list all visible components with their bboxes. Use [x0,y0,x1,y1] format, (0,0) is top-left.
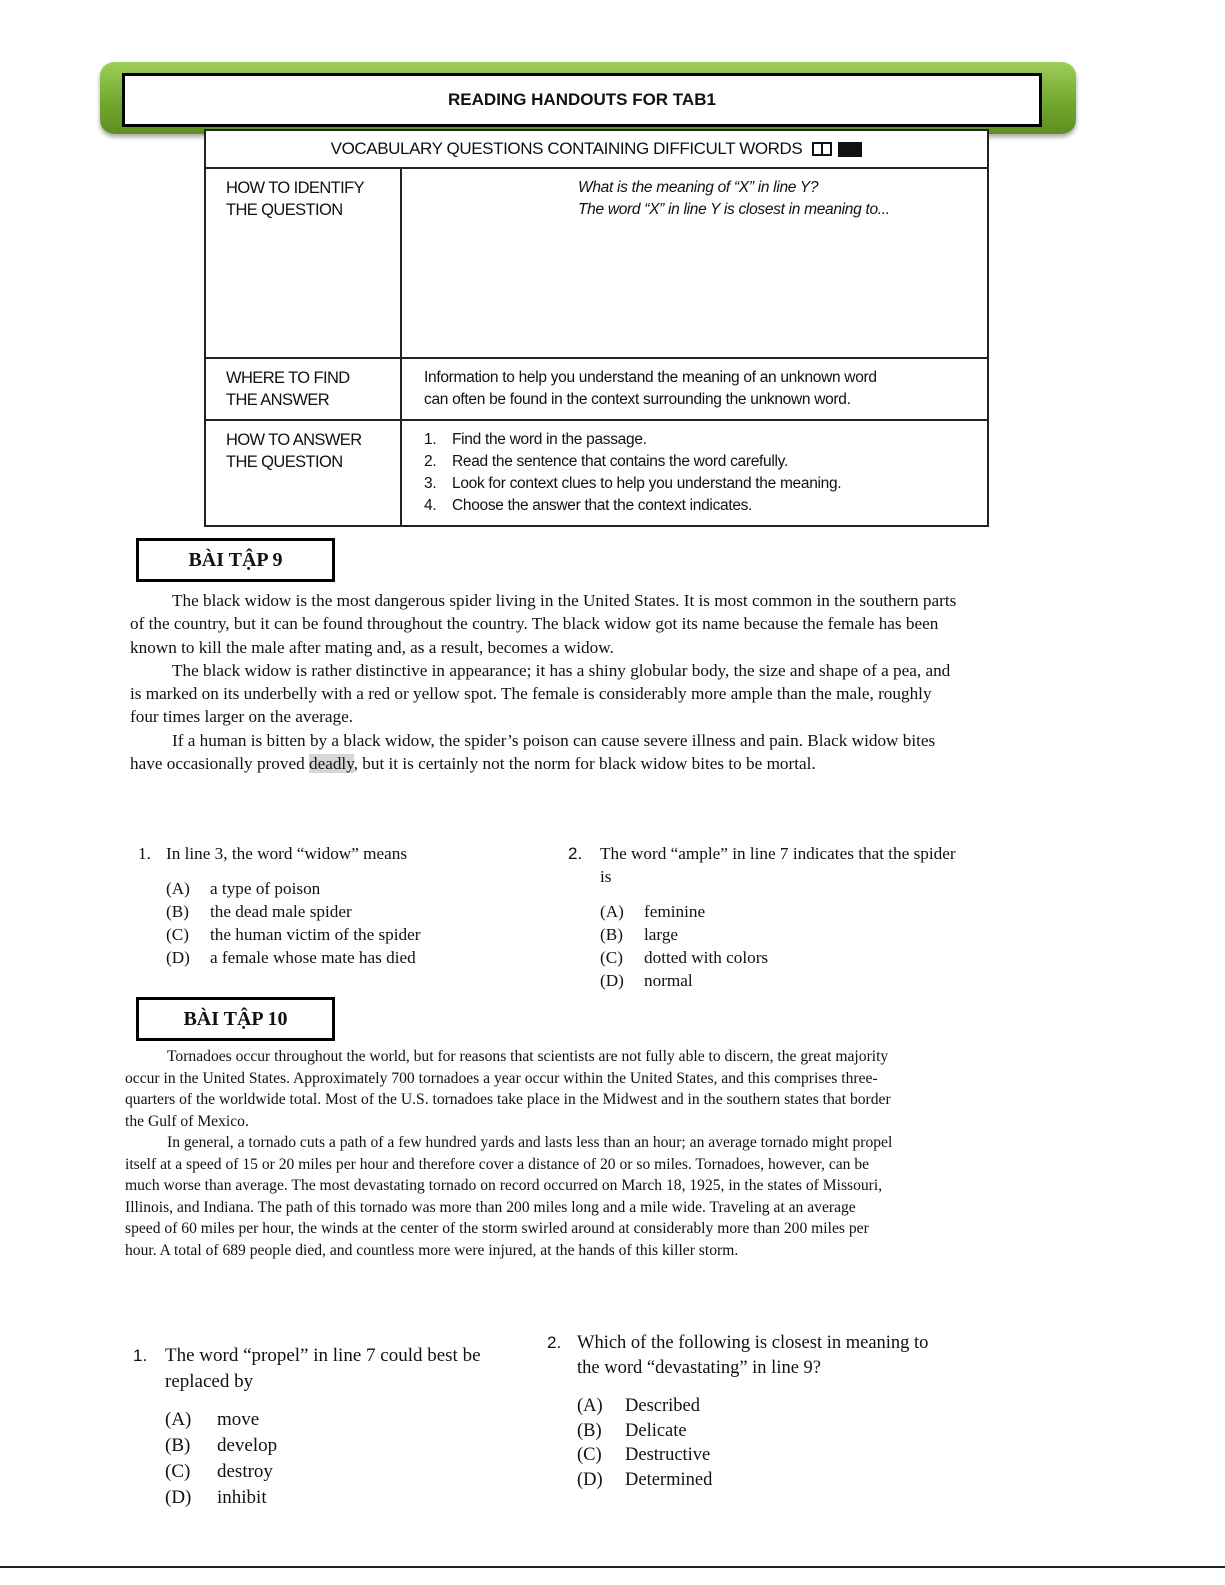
answer-option[interactable] [165,1485,543,1511]
content-line: can often be found in the context surrounding the unknown word. [424,391,851,408]
question-stem: The word “ample” in line 7 indicates that the spider is [600,844,956,886]
row-label-line: HOW TO IDENTIFY [226,179,364,197]
table-heading-text: VOCABULARY QUESTIONS CONTAINING DIFFICULT WORDS [330,139,803,158]
passage-paragraph: Tornadoes occur throughout the world, but for reasons that scientists are not fully able to discern, the great majority occur in the United States. Approximately 700 tornadoes a year occur within the United States, and this comprises three-quarters of the worldwide total. Most of the U.S. tornadoes take place in the Midwest and in the southern states that border the Gulf of Mexico. [125,1048,891,1130]
passage-paragraph: The black widow is rather distinctive in appearance; it has a shiny globular body, the size and shape of a pea, and is marked on its underbelly with a red or yellow spot. The female is considerably more ample than the male, roughly four times larger on the average. [130,660,951,727]
option-text: large [644,925,679,944]
exercise-9-question-1 [138,842,538,969]
list-item [424,473,977,495]
answer-option[interactable] [577,1394,947,1419]
options-list [165,1407,543,1511]
option-text: Determined [625,1469,713,1490]
answer-option[interactable] [600,969,958,992]
step-text: Read the sentence that contains the word carefully. [452,453,788,470]
answer-option[interactable] [165,1459,543,1485]
exercise-9-passage-body [130,589,960,775]
question-number: 1. [138,844,151,863]
answer-option[interactable] [600,900,958,923]
answer-option[interactable] [166,923,538,946]
question-number: 2. [568,844,583,863]
question-stem: The word “propel” in line 7 could best be replaced by [165,1345,481,1392]
option-text: dotted with colors [644,948,769,967]
option-letter: (A) [577,1396,603,1416]
list-item [424,429,977,451]
step-text: Find the word in the passage. [452,431,647,448]
step-text: Choose the answer that the context indicates. [452,497,753,514]
answer-option[interactable] [166,877,538,900]
exercise-9-label: BÀI TẬP 9 [136,538,335,582]
exercise-9-question-2 [568,842,958,992]
list-item [424,451,977,473]
question-form: What is the meaning of “X” in line Y? [578,179,819,196]
question-stem: Which of the following is closest in meaning to the word “devastating” in line 9? [577,1333,929,1378]
laptop-icon [838,142,862,157]
step-number: 2. [424,453,437,470]
option-text: a type of poison [210,879,321,898]
option-text: a female whose mate has died [210,948,416,967]
option-text: Delicate [625,1420,687,1441]
option-text: Described [625,1396,700,1416]
row-label-line: THE ANSWER [226,391,330,409]
step-text: Look for context clues to help you understand the meaning. [452,475,842,492]
question-number: 1. [133,1346,148,1365]
table-row-where [206,359,987,421]
answer-option[interactable] [600,946,958,969]
answer-option[interactable] [577,1468,947,1493]
options-list [577,1394,947,1492]
option-text: normal [644,971,693,990]
passage-text: If a human is bitten by a black widow, the spider’s poison can cause severe illness and pain. Black widow bites have occasionally proved [130,730,936,774]
option-text: Destructive [625,1445,711,1465]
row-content [402,169,987,357]
option-letter: (D) [577,1469,603,1490]
passage-text: , but it is certainly not the norm for black widow bites to be mortal. [353,754,816,774]
book-icon [812,142,832,156]
passage-paragraph: The black widow is the most dangerous spider living in the United States. It is most common in the southern parts of the country, but it can be found throughout the country. The black widow got its name because the female has been known to kill the male after mating and, as a result, becomes a widow. [130,591,957,657]
table-row-how [206,421,987,527]
exercise-10-question-1 [133,1343,543,1511]
options-list [166,877,538,969]
option-letter: (A) [600,902,624,921]
step-number: 1. [424,431,437,448]
page-title: READING HANDOUTS FOR TAB1 [448,90,716,109]
option-text: develop [217,1435,278,1456]
list-item [424,495,977,517]
option-letter: (B) [165,1435,191,1456]
row-label [206,421,402,527]
step-number: 3. [424,475,437,492]
row-content [402,359,987,419]
option-letter: (B) [166,902,189,921]
answer-option[interactable] [166,900,538,923]
option-text: feminine [644,902,706,921]
highlighted-word: deadly [308,754,354,774]
answer-option[interactable] [600,923,958,946]
option-letter: (D) [165,1487,192,1508]
option-letter: (C) [577,1445,602,1465]
option-letter: (B) [600,925,623,944]
options-list [600,900,958,992]
option-letter: (B) [577,1420,602,1441]
option-letter: (A) [166,879,190,898]
option-letter: (A) [165,1409,192,1430]
option-letter: (C) [600,948,623,967]
step-number: 4. [424,497,437,514]
option-text: the human victim of the spider [210,925,421,944]
steps-list [424,429,977,517]
question-stem: In line 3, the word “widow” means [166,844,408,863]
option-text: the dead male spider [210,902,352,921]
vocab-strategy-table [204,129,989,527]
row-label-line: HOW TO ANSWER [226,431,362,449]
row-content [402,421,987,527]
answer-option[interactable] [166,946,538,969]
exercise-10-passage [125,1046,895,1261]
table-row-identify [206,169,987,359]
option-text: destroy [217,1461,273,1482]
passage-paragraph: In general, a tornado cuts a path of a few hundred yards and lasts less than an hour; an average tornado might propel itself at a speed of 15 or 20 miles per hour and therefore cover a distance of 20 or so miles. Tornadoes, however, can be much worse than average. The most devastating tornado on record occurred on March 18, 1925, in the states of Missouri, Illinois, and Indiana. The path of this tornado was more than 200 miles long and a mile wide. Traveling at an average speed of 60 miles per hour, the winds at the center of the storm swirled around at considerably more than 200 miles per hour. A total of 689 people died, and countless more were injured, at the hands of this killer storm. [125,1134,893,1259]
option-letter: (D) [600,971,624,990]
row-label-line: THE QUESTION [226,453,343,471]
exercise-10-question-2 [547,1331,947,1492]
option-letter: (D) [166,948,190,967]
content-line: Information to help you understand the meaning of an unknown word [424,369,877,386]
exercise-10-label: BÀI TẬP 10 [136,997,335,1041]
row-label [206,169,402,357]
option-text: move [217,1409,260,1430]
row-label-line: THE QUESTION [226,201,343,219]
question-number: 2. [547,1333,562,1352]
answer-option[interactable] [577,1443,947,1468]
option-letter: (C) [165,1461,191,1482]
question-form: The word “X” in line Y is closest in meaning to... [578,201,890,218]
answer-option[interactable] [165,1433,543,1459]
row-label-line: WHERE TO FIND [226,369,350,387]
page-bottom-rule [0,1566,1225,1568]
passage-paragraph [130,729,960,776]
option-letter: (C) [166,925,189,944]
table-heading [206,131,987,169]
option-text: inhibit [217,1487,267,1508]
answer-option[interactable] [165,1407,543,1433]
header-title-box [122,73,1042,127]
row-label [206,359,402,419]
answer-option[interactable] [577,1419,947,1444]
